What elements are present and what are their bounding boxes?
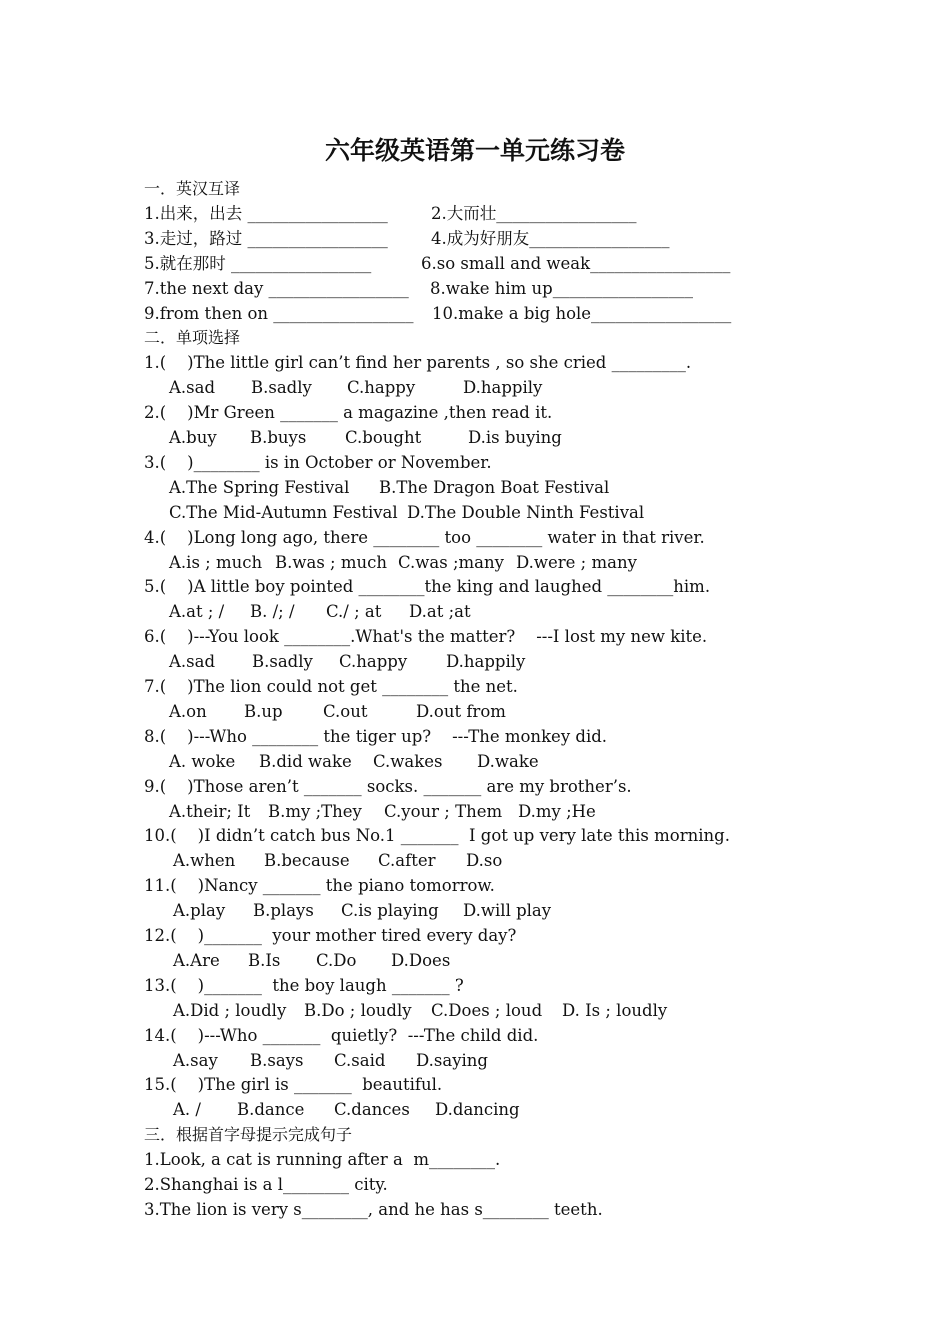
option: C.happy (339, 652, 408, 672)
section-heading: 一．英汉互译 (144, 179, 241, 198)
option: A.buy (169, 428, 217, 447)
option: C.out (323, 701, 368, 721)
question: 4.( )Long long ago, there ________ too ________ water in that river. (144, 527, 705, 547)
page-title: 六年级英语第一单元练习卷 (324, 136, 625, 165)
option: D.so (466, 851, 503, 871)
option: A.on (169, 701, 207, 721)
option: A. woke (169, 751, 236, 771)
option: C.said (334, 1050, 386, 1070)
translation-item: 2.大而壮_________________ (431, 203, 637, 223)
option: B.Do ; loudly (304, 1000, 412, 1020)
option: D.were ; many (516, 552, 637, 572)
option: C.after (378, 851, 436, 871)
question: 7.( )The lion could not get ________ the net. (144, 677, 518, 696)
option: B.my ;They (268, 801, 362, 821)
translation-item: 7.the next day _________________ (144, 278, 409, 298)
option: B.was ; much (275, 552, 387, 572)
section-heading: 二．单项选择 (144, 328, 241, 348)
translation-item: 3.走过，路过 _________________ (144, 228, 388, 248)
question: 2.( )Mr Green _______ a magazine ,then read it. (144, 403, 553, 423)
option: C.dances (334, 1100, 410, 1120)
translation-item: 9.from then on _________________ (144, 303, 414, 323)
option: C.was ;many (398, 552, 504, 572)
option: D.saying (416, 1050, 488, 1070)
question: 3.( )________ is in October or November. (144, 452, 492, 472)
question: 6.( )---You look ________.What's the matter? ---I lost my new kite. (144, 627, 708, 647)
question: 9.( )Those aren’t _______ socks. _______ are my brother’s. (144, 776, 632, 796)
translation-item: 8.wake him up_________________ (430, 278, 693, 298)
translation-item: 5.就在那时 _________________ (144, 253, 372, 273)
translation-item: 10.make a big hole_________________ (432, 303, 732, 323)
option: A.when (173, 851, 236, 871)
option: C.your ; Them (384, 801, 503, 821)
option: D.happily (463, 378, 543, 398)
question: 13.( )_______ the boy laugh _______ ? (144, 975, 464, 995)
option: A.is ; much (169, 552, 263, 572)
option: B.did wake (259, 751, 352, 771)
option: D.out from (416, 701, 506, 721)
option: D.wake (477, 751, 539, 771)
option: A.Are (173, 950, 220, 970)
option: A. / (173, 1100, 201, 1120)
option: C.The Mid-Autumn Festival (169, 502, 398, 522)
translation-item: 6.so small and weak_________________ (421, 253, 731, 273)
option: B.says (250, 1050, 304, 1070)
option: B.up (244, 701, 283, 721)
option: A.at ; / (169, 602, 225, 622)
question: 15.( )The girl is _______ beautiful. (144, 1075, 443, 1095)
question: 14.( )---Who _______ quietly? ---The child did. (144, 1025, 539, 1045)
option: A.The Spring Festival (169, 477, 350, 497)
option: D. Is ; loudly (562, 1000, 668, 1020)
fill-sentence: 1.Look, a cat is running after a m________. (144, 1150, 501, 1170)
question: 8.( )---Who ________ the tiger up? ---The monkey did. (144, 726, 608, 746)
fill-sentence: 2.Shanghai is a l________ city. (144, 1175, 388, 1194)
option: C.wakes (373, 751, 443, 771)
option: D.dancing (435, 1100, 520, 1120)
fill-sentence: 3.The lion is very s________, and he has s________ teeth. (144, 1199, 603, 1219)
option: B.plays (253, 901, 314, 921)
option: B.sadly (251, 378, 312, 398)
option: D.my ;He (518, 801, 596, 821)
option: D.at ;at (409, 602, 471, 622)
question: 5.( )A little boy pointed ________the king and laughed ________him. (144, 577, 711, 597)
question: 10.( )I didn’t catch bus No.1 _______ I got up very late this morning. (144, 826, 730, 846)
option: B.Is (248, 950, 281, 970)
option: D.will play (463, 901, 552, 921)
option: B.dance (237, 1100, 305, 1120)
translation-item: 4.成为好朋友_________________ (431, 228, 670, 248)
option: B.sadly (252, 652, 313, 672)
option: D.Does (391, 950, 451, 970)
option: C.Does ; loud (431, 1000, 543, 1020)
option: B.because (264, 851, 350, 871)
option: A.their; It (169, 801, 251, 821)
question: 12.( )_______ your mother tired every day? (144, 926, 517, 945)
translation-item: 1.出来，出去 _________________ (144, 203, 388, 223)
option: C.is playing (341, 901, 439, 921)
option: A.say (173, 1050, 218, 1070)
option: B.buys (250, 428, 307, 447)
option: D.The Double Ninth Festival (407, 502, 645, 522)
section-heading: 三．根据首字母提示完成句子 (144, 1125, 353, 1145)
option: A.play (173, 901, 226, 921)
option: A.Did ; loudly (173, 1000, 287, 1020)
option: A.sad (169, 378, 216, 398)
option: C.Do (316, 950, 357, 970)
option: B. /; / (250, 602, 295, 622)
question: 11.( )Nancy _______ the piano tomorrow. (144, 876, 495, 896)
question: 1.( )The little girl can’t find her parents , so she cried _________. (144, 353, 692, 373)
option: C./ ; at (326, 602, 382, 622)
option: C.bought (345, 428, 422, 447)
option: C.happy (347, 378, 416, 398)
option: D.is buying (468, 428, 562, 447)
option: D.happily (446, 652, 526, 672)
option: A.sad (169, 652, 216, 672)
option: B.The Dragon Boat Festival (379, 477, 610, 497)
